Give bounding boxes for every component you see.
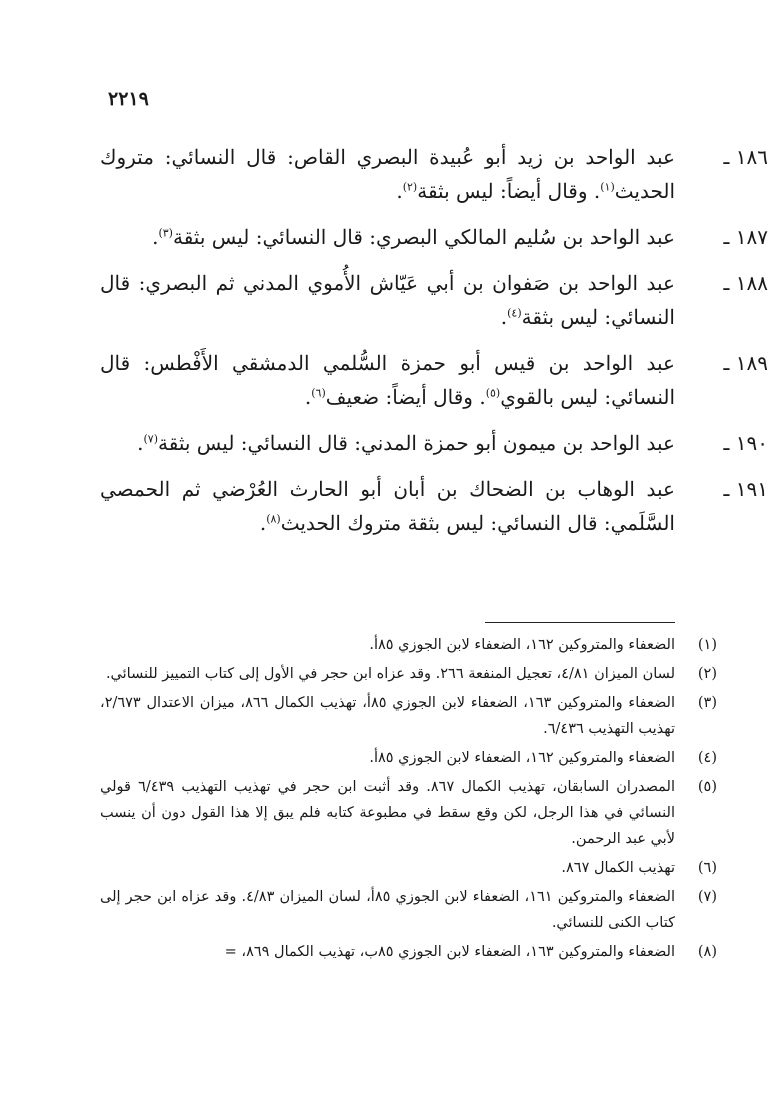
footnotes-list bbox=[100, 632, 717, 968]
entry-190 bbox=[100, 426, 768, 460]
footnote-5 bbox=[100, 774, 717, 852]
footnote-text: الضعفاء والمتروكين ١٦٣، الضعفاء لابن الجوزي ٨٥أ، تهذيب الكمال ٨٦٦، ميزان الاعتدال ٢/٦٧٣، تهذيب التهذيب ٦/٤٣٦. bbox=[100, 695, 675, 737]
footnote-number: (٤) bbox=[697, 750, 717, 766]
entry-number: ١٨٩ ـ bbox=[723, 351, 768, 375]
page-number: ٢٢١٩ bbox=[108, 88, 149, 110]
footnote-ref[interactable]: (٨) bbox=[266, 512, 281, 526]
footnote-number: (٢) bbox=[697, 666, 717, 682]
footnote-number: (٥) bbox=[697, 779, 717, 795]
footnote-number: (٨) bbox=[697, 944, 717, 960]
footnote-text: الضعفاء والمتروكين ١٦٣، الضعفاء لابن الجوزي ٨٥ب، تهذيب الكمال ٨٦٩، = bbox=[224, 944, 675, 960]
footnote-number: (٣) bbox=[697, 695, 717, 711]
footnote-text: الضعفاء والمتروكين ١٦٢، الضعفاء لابن الجوزي ٨٥أ. bbox=[369, 637, 675, 653]
entry-number: ١٩٠ ـ bbox=[723, 431, 768, 455]
footnote-ref[interactable]: (٥) bbox=[485, 386, 501, 400]
entry-186 bbox=[100, 140, 768, 208]
entry-number: ١٨٧ ـ bbox=[723, 225, 768, 249]
entry-text: عبد الواحد بن قيس أبو حمزة السُّلمي الدمشقي الأَفْطس: قال النسائي: ليس بالقوي$^{(٥)}$. وقال أيضاً: ضعيف$^{(٦)}$. bbox=[100, 351, 675, 409]
footnote-text: الضعفاء والمتروكين ١٦٢، الضعفاء لابن الجوزي ٨٥أ. bbox=[369, 750, 675, 766]
footnote-3 bbox=[100, 690, 717, 742]
footnote-ref[interactable]: (٦) bbox=[311, 386, 326, 400]
footnote-ref[interactable]: (٤) bbox=[507, 306, 522, 320]
entry-187 bbox=[100, 220, 768, 254]
entry-text: عبد الواحد بن صَفوان بن أبي عَيّاش الأُموي المدني ثم البصري: قال النسائي: ليس بثقة$^{(٤)}$. bbox=[100, 271, 675, 329]
entry-text: عبد الواحد بن زيد أبو عُبيدة البصري القاص: قال النسائي: متروك الحديث$^{(١)}$. وقال أيضاً: ليس بثقة$^{(٢)}$. bbox=[100, 145, 675, 203]
footnote-number: (٧) bbox=[697, 889, 717, 905]
footnote-1 bbox=[100, 632, 717, 658]
footnote-text: لسان الميزان ٤/٨١، تعجيل المنفعة ٢٦٦. وقد عزاه ابن حجر في الأول إلى كتاب التمييز للنسائي. bbox=[105, 666, 675, 682]
footnote-8 bbox=[100, 939, 717, 965]
footnote-ref[interactable]: (١) bbox=[600, 180, 615, 194]
footnote-number: (١) bbox=[697, 637, 717, 653]
footnote-text: المصدران السابقان، تهذيب الكمال ٨٦٧. وقد أثبت ابن حجر في تهذيب التهذيب ٦/٤٣٩ قولي النسائي في هذا الرجل، لكن وقع سقط في مطبوعة كتابه فلم يبق إلا هذا القول دون أن ينسب لأبي عبد الرحمن. bbox=[100, 779, 675, 847]
entry-191 bbox=[100, 472, 768, 540]
entry-text: عبد الوهاب بن الضحاك بن أبان أبو الحارث العُرْضي ثم الحمصي السَّلَمي: قال النسائي: ليس بثقة متروك الحديث$^{(٨)}$. bbox=[100, 477, 675, 535]
footnote-ref[interactable]: (٧) bbox=[143, 432, 158, 446]
footnote-4 bbox=[100, 745, 717, 771]
entry-189 bbox=[100, 346, 768, 414]
entry-188 bbox=[100, 266, 768, 334]
entry-number: ١٨٨ ـ bbox=[723, 271, 768, 295]
footnote-ref[interactable]: (٢) bbox=[402, 180, 418, 194]
footnote-text: تهذيب الكمال ٨٦٧. bbox=[561, 860, 675, 876]
entry-number: ١٩١ ـ bbox=[723, 477, 768, 501]
footnote-separator bbox=[485, 622, 675, 623]
entry-number: ١٨٦ ـ bbox=[723, 145, 768, 169]
footnote-text: الضعفاء والمتروكين ١٦١، الضعفاء لابن الجوزي ٨٥أ، لسان الميزان ٤/٨٣. وقد عزاه ابن حجر إلى كتاب الكنى للنسائي. bbox=[100, 889, 676, 931]
entries-list bbox=[100, 140, 768, 552]
footnote-6 bbox=[100, 855, 717, 881]
footnote-2 bbox=[100, 661, 717, 687]
footnote-7 bbox=[100, 884, 717, 936]
footnote-ref[interactable]: (٣) bbox=[158, 226, 173, 240]
entry-text: عبد الواحد بن ميمون أبو حمزة المدني: قال النسائي: ليس بثقة$^{(٧)}$. bbox=[137, 431, 675, 455]
footnote-number: (٦) bbox=[697, 860, 717, 876]
entry-text: عبد الواحد بن سُليم المالكي البصري: قال النسائي: ليس بثقة$^{(٣)}$. bbox=[152, 225, 675, 249]
